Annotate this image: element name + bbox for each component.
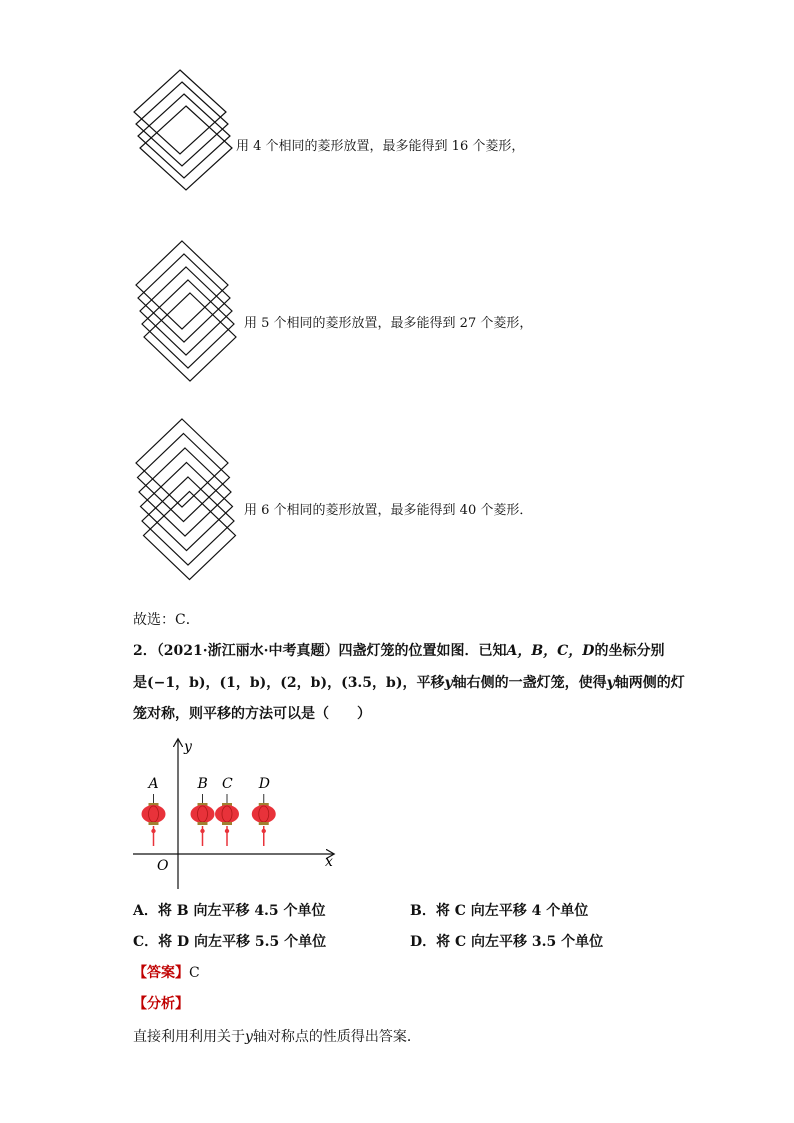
x-axis-label: x [325, 854, 333, 870]
question-var-y: y [606, 675, 615, 691]
rhombus-figure-5 [128, 235, 243, 395]
lantern-label: B [197, 776, 208, 792]
rhombus-shape [138, 94, 230, 178]
rhombus-figure-6 [128, 413, 243, 598]
question-source: （2021·浙江丽水·中考真题） [156, 643, 339, 659]
question-number: 2． [133, 643, 157, 659]
lantern-label: A [148, 776, 159, 792]
option-c[interactable]: C．将 D 向左平移 5.5 个单位 [133, 934, 327, 950]
lantern-b [191, 776, 215, 846]
option-b[interactable]: B．将 C 向左平移 4 个单位 [410, 903, 589, 919]
origin-label: O [157, 858, 169, 874]
answer-value: C [189, 965, 200, 981]
figure-caption-5: 用 5 个相同的菱形放置，最多能得到 27 个菱形， [244, 316, 533, 331]
question-coords: (−1，b)，(1，b)，(2，b)，(3.5，b) [147, 675, 403, 691]
figure-caption-6: 用 6 个相同的菱形放置，最多能得到 40 个菱形． [244, 503, 533, 518]
option-a[interactable]: A．将 B 向左平移 4.5 个单位 [133, 903, 326, 919]
question-line-2 [133, 672, 685, 692]
rhombus-shape [136, 82, 228, 166]
answer-line [133, 962, 200, 982]
question-var-y: y [444, 675, 453, 691]
lantern-a [142, 776, 166, 846]
rhombus-figure-4 [128, 62, 238, 202]
question-text: 是 [133, 675, 147, 691]
question-text: 轴右侧的一盏灯笼，使得 [452, 675, 607, 691]
lantern-label: D [258, 776, 270, 792]
analysis-line [133, 993, 189, 1013]
lantern-graph [130, 732, 345, 892]
analysis-text-a: 直接利用利用关于 [133, 1029, 245, 1045]
lantern-d [252, 776, 276, 846]
y-axis-label: y [184, 739, 192, 755]
question-line-3: 笼对称，则平移的方法可以是（ ） [133, 706, 371, 722]
analysis-text [133, 1026, 421, 1046]
lantern-label: C [222, 776, 233, 792]
analysis-label: 【分析】 [133, 996, 189, 1012]
question-vars: A，B，C，D [506, 643, 595, 659]
conclusion-text: 故选：C． [133, 612, 200, 628]
figure-caption-4: 用 4 个相同的菱形放置，最多能得到 16 个菱形， [236, 139, 525, 154]
analysis-var: y [245, 1029, 253, 1045]
answer-label: 【答案】 [133, 965, 189, 981]
analysis-text-b: 轴对称点的性质得出答案． [252, 1029, 421, 1045]
question-text: ，平移 [402, 675, 445, 691]
question-text: 轴两侧的灯 [614, 675, 685, 691]
question-line-1 [133, 640, 664, 660]
rhombus-shape [140, 267, 232, 355]
option-d[interactable]: D．将 C 向左平移 3.5 个单位 [410, 934, 604, 950]
question-text: 的坐标分别 [594, 643, 665, 659]
lantern-c [215, 776, 239, 846]
question-text: 四盏灯笼的位置如图．已知 [338, 643, 507, 659]
